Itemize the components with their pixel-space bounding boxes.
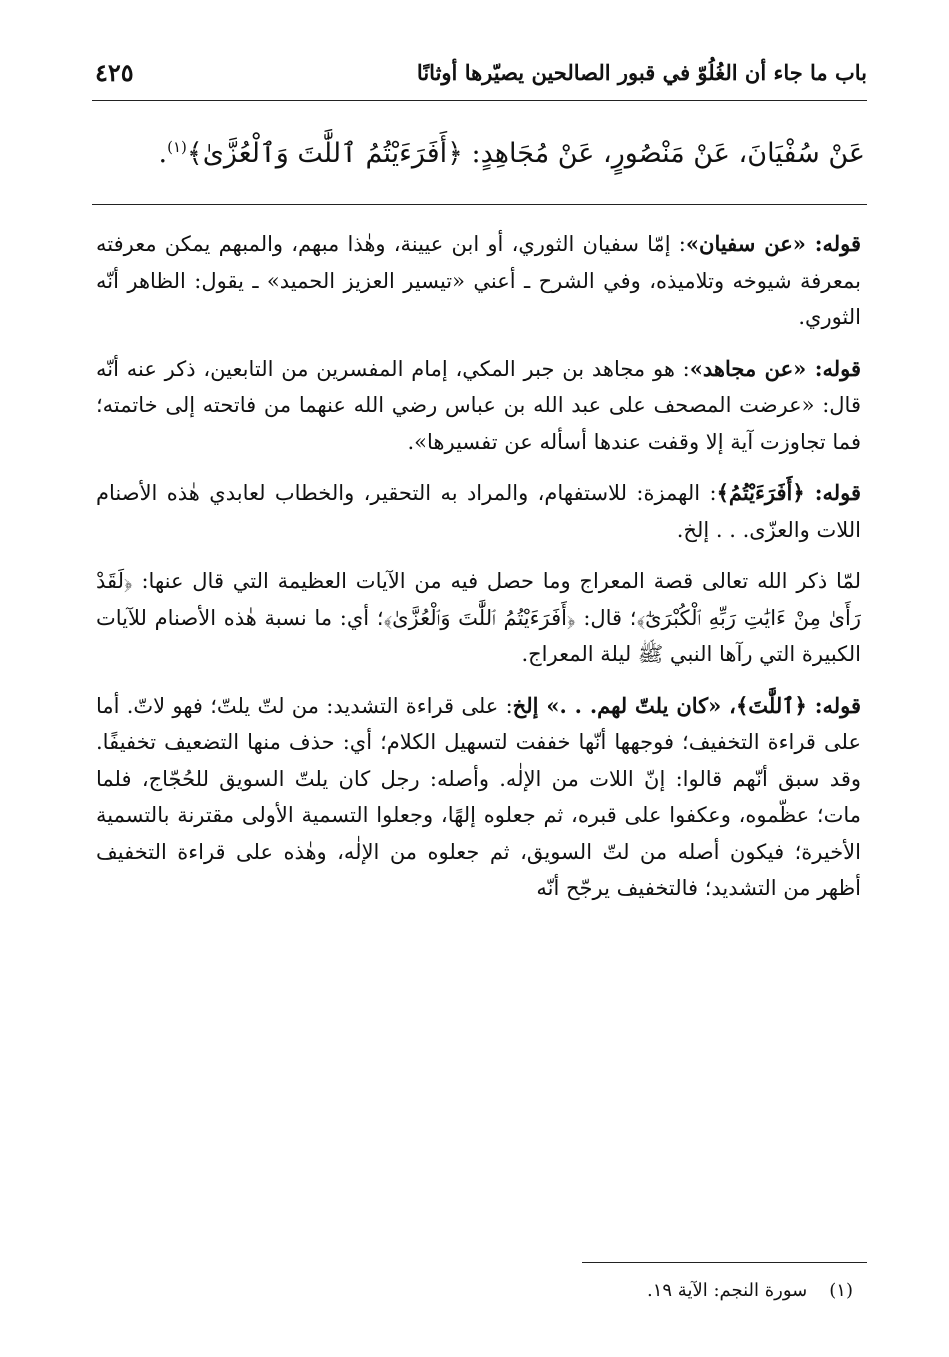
paragraph-lead: قوله: ﴿ٱللَّٰتَ﴾، «كان يلتّ لهم. . .» إلخ bbox=[512, 692, 862, 718]
paragraph-lead: قوله: ﴿أَفَرَءَيْتُمُ﴾ bbox=[716, 480, 861, 505]
matn-line bbox=[95, 122, 865, 179]
commentary-paragraph bbox=[96, 475, 861, 548]
matn-end: . bbox=[158, 138, 168, 169]
footnote-rule bbox=[582, 1262, 867, 1263]
paragraph-text: : هو مجاهد بن جبر المكي، إمام المفسرين من التابعين، ذكر عنه أنّه قال: «عرضت المصحف على عبد الله بن عباس رضي الله عنهما من فاتحته إلى خاتمته؛ فما تجاوزت آية إلا وقفت عندها أسأله عن تفسيرها». bbox=[96, 356, 861, 454]
header-rule bbox=[92, 100, 867, 101]
running-header bbox=[95, 52, 867, 92]
commentary-paragraph bbox=[96, 563, 861, 673]
commentary-body bbox=[96, 226, 861, 922]
page-number: ٤٢٥ bbox=[95, 57, 134, 87]
running-title: باب ما جاء أن الغُلُوّ في قبور الصالحين يصيّرها أوثانًا bbox=[416, 59, 867, 85]
matn-text: عَنْ سُفْيَانَ، عَنْ مَنْصُورٍ، عَنْ مُجَاهِدٍ: ﴿أَفَرَءَيْتُمُ ٱللَّٰتَ وَٱلْعُزَّىٰ﴾ bbox=[186, 138, 865, 169]
matn-rule bbox=[92, 204, 867, 205]
paragraph-text: لمّا ذكر الله تعالى قصة المعراج وما حصل فيه من الآيات العظيمة التي قال عنها: ﴿لَقَدْ رَأَىٰ مِنْ ءَايَٰتِ رَبِّهِ ٱلْكُبْرَىٰٓ﴾؛ قال: ﴿أَفَرَءَيْتُمُ ٱللَّٰتَ وَٱلْعُزَّىٰ﴾؛ أي: ما نسبة هٰذه الأصنام للآيات الكبيرة التي رآها النبي ﷺ ليلة المعراج. bbox=[96, 569, 861, 666]
paragraph-lead: قوله: «عن مجاهد» bbox=[689, 355, 861, 381]
footnote bbox=[96, 1278, 853, 1304]
paragraph-text: : إمّا سفيان الثوري، أو ابن عيينة، وهٰذا مبهم، والمبهم يمكن معرفته بمعرفة شيوخه وتلاميذه، وفي الشرح ـ أعني «تيسير العزيز الحميد» ـ يقول: الظاهر أنّه الثوري. bbox=[96, 232, 861, 329]
paragraph-text: : الهمزة: للاستفهام، والمراد به التحقير، والخطاب لعابدي هٰذه الأصنام اللات والعزّى. . . إلخ. bbox=[96, 481, 861, 542]
commentary-paragraph bbox=[96, 351, 861, 461]
paragraph-lead: قوله: «عن سفيان» bbox=[685, 231, 861, 256]
footnote-reference: (١) bbox=[167, 138, 187, 156]
paragraph-text: : على قراءة التشديد: من لتّ يلتّ؛ فهو لاتّ. أما على قراءة التخفيف؛ فوجهها أنّها خففت لتسهيل الكلام؛ أي: حذف منها التضعيف تخفيفًا. وقد سبق أنّهم قالوا: إنّ اللات من الإلٰه. وأصله: رجل كان يلتّ السويق للحُجّاج، فلما مات؛ عظّموه، وعكفوا على قبره، ثم جعلوه إلهًا، وجعلوا التسمية الأولى مقترنة بالتسمية الأخيرة؛ فيكون أصله من لتّ السويق، ثم جعلوه من الإلٰه، وهٰذه على قراءة التخفيف أظهر من التشديد؛ فالتخفيف يرجّح أنّه bbox=[96, 693, 861, 900]
commentary-paragraph bbox=[96, 688, 861, 907]
footnote-text: سورة النجم: الآية ١٩. bbox=[647, 1280, 808, 1301]
commentary-paragraph bbox=[96, 226, 861, 336]
footnote-marker: (١) bbox=[829, 1280, 853, 1301]
